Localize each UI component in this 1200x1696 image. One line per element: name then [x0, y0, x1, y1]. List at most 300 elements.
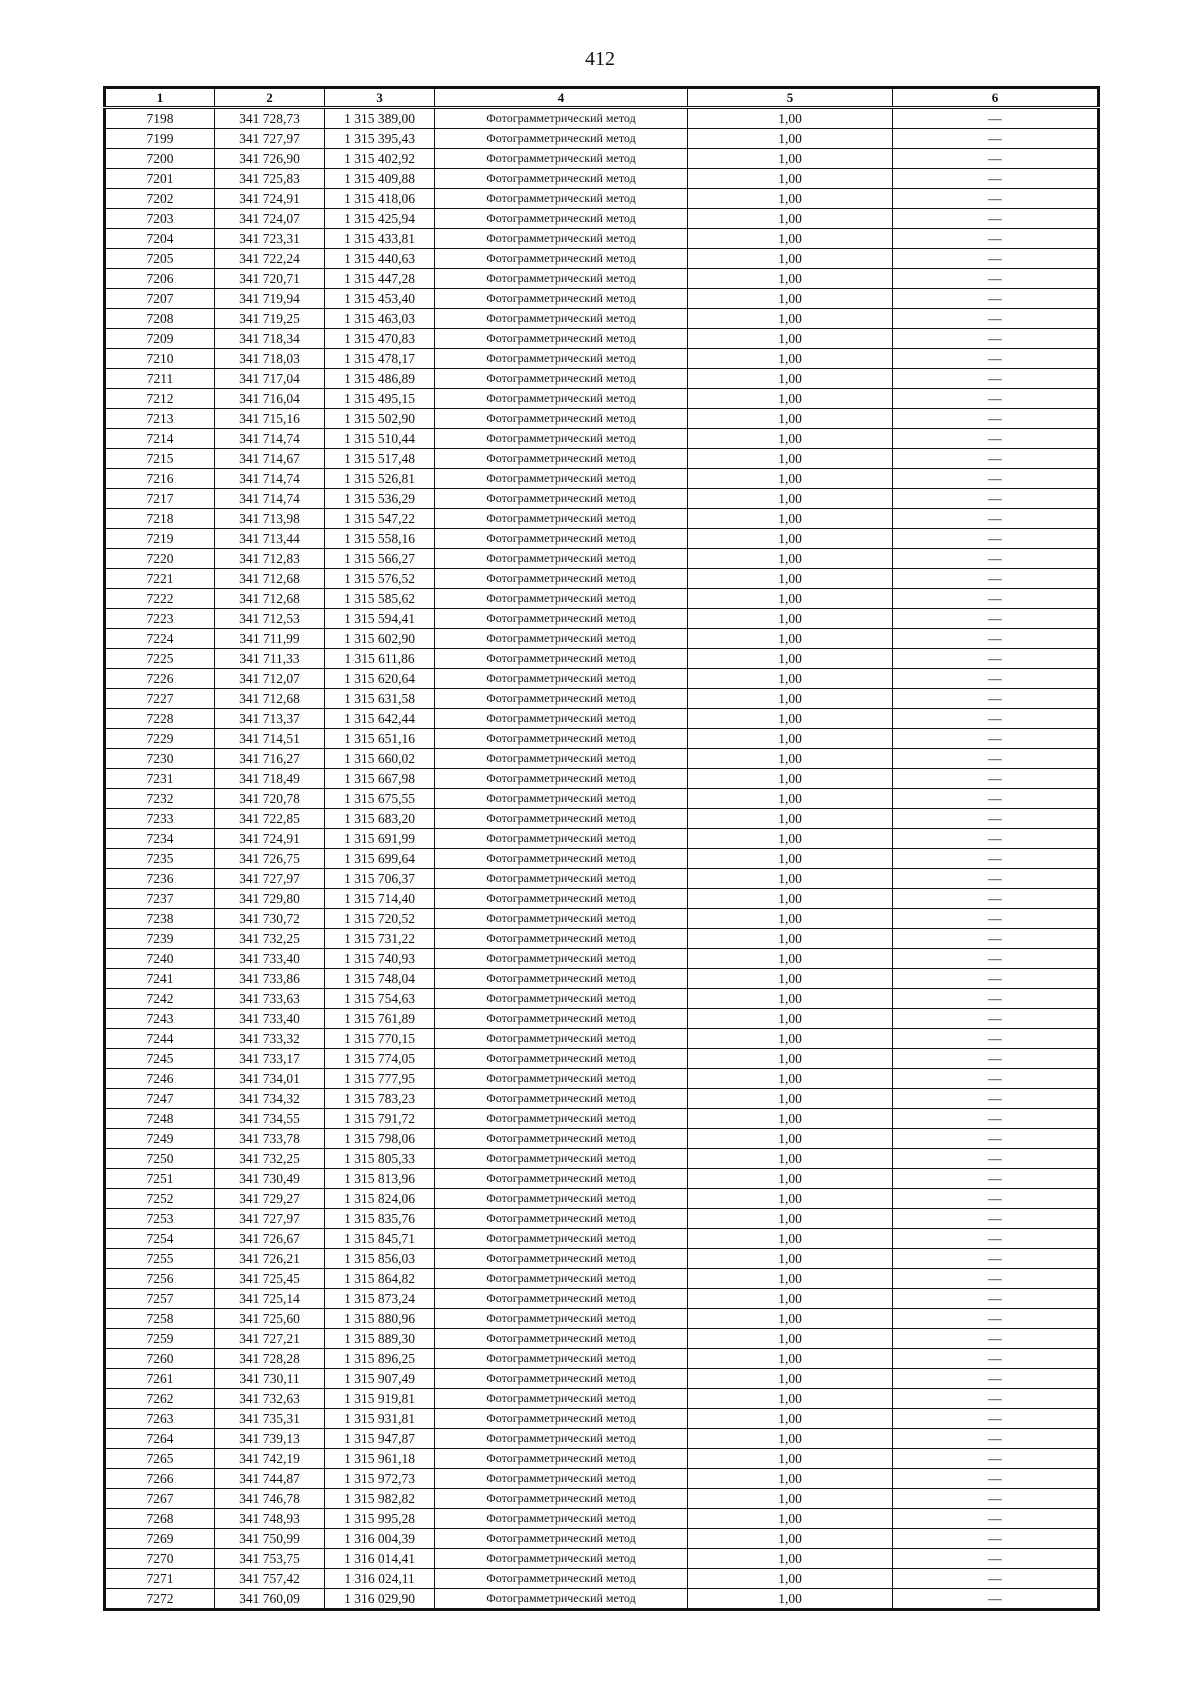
- y-coordinate-cell: 1 315 389,00: [325, 108, 435, 129]
- note-cell: —: [893, 889, 1099, 909]
- x-coordinate-cell: 341 713,98: [215, 509, 325, 529]
- point-number-cell: 7257: [105, 1289, 215, 1309]
- header-row: [105, 88, 1099, 108]
- table-row: [105, 1169, 1099, 1189]
- x-coordinate-cell: 341 722,85: [215, 809, 325, 829]
- table-row: [105, 1549, 1099, 1569]
- table-row: [105, 1269, 1099, 1289]
- x-coordinate-cell: 341 753,75: [215, 1549, 325, 1569]
- x-coordinate-cell: 341 716,04: [215, 389, 325, 409]
- x-coordinate-cell: 341 711,33: [215, 649, 325, 669]
- method-cell: Фотограмметрический метод: [435, 1509, 688, 1529]
- note-cell: —: [893, 1049, 1099, 1069]
- table-body: [105, 108, 1099, 1610]
- x-coordinate-cell: 341 732,25: [215, 1149, 325, 1169]
- accuracy-cell: 1,00: [688, 849, 893, 869]
- note-cell: —: [893, 909, 1099, 929]
- note-cell: —: [893, 489, 1099, 509]
- table-row: [105, 409, 1099, 429]
- x-coordinate-cell: 341 717,04: [215, 369, 325, 389]
- note-cell: —: [893, 1429, 1099, 1449]
- note-cell: —: [893, 469, 1099, 489]
- y-coordinate-cell: 1 316 024,11: [325, 1569, 435, 1589]
- accuracy-cell: 1,00: [688, 1189, 893, 1209]
- point-number-cell: 7222: [105, 589, 215, 609]
- note-cell: —: [893, 409, 1099, 429]
- accuracy-cell: 1,00: [688, 689, 893, 709]
- x-coordinate-cell: 341 746,78: [215, 1489, 325, 1509]
- y-coordinate-cell: 1 315 660,02: [325, 749, 435, 769]
- method-cell: Фотограмметрический метод: [435, 609, 688, 629]
- accuracy-cell: 1,00: [688, 749, 893, 769]
- column-header-2: 2: [215, 88, 325, 108]
- point-number-cell: 7220: [105, 549, 215, 569]
- accuracy-cell: 1,00: [688, 1289, 893, 1309]
- x-coordinate-cell: 341 719,25: [215, 309, 325, 329]
- note-cell: —: [893, 149, 1099, 169]
- method-cell: Фотограмметрический метод: [435, 1449, 688, 1469]
- note-cell: —: [893, 929, 1099, 949]
- table-row: [105, 629, 1099, 649]
- accuracy-cell: 1,00: [688, 1349, 893, 1369]
- x-coordinate-cell: 341 734,01: [215, 1069, 325, 1089]
- y-coordinate-cell: 1 315 720,52: [325, 909, 435, 929]
- method-cell: Фотограмметрический метод: [435, 829, 688, 849]
- table-row: [105, 1229, 1099, 1249]
- y-coordinate-cell: 1 315 835,76: [325, 1209, 435, 1229]
- table-row: [105, 429, 1099, 449]
- point-number-cell: 7238: [105, 909, 215, 929]
- method-cell: Фотограмметрический метод: [435, 1269, 688, 1289]
- note-cell: —: [893, 1349, 1099, 1369]
- table-row: [105, 189, 1099, 209]
- note-cell: —: [893, 169, 1099, 189]
- x-coordinate-cell: 341 718,03: [215, 349, 325, 369]
- point-number-cell: 7236: [105, 869, 215, 889]
- x-coordinate-cell: 341 712,68: [215, 689, 325, 709]
- note-cell: —: [893, 389, 1099, 409]
- note-cell: —: [893, 249, 1099, 269]
- note-cell: —: [893, 869, 1099, 889]
- x-coordinate-cell: 341 735,31: [215, 1409, 325, 1429]
- accuracy-cell: 1,00: [688, 1329, 893, 1349]
- method-cell: Фотограмметрический метод: [435, 649, 688, 669]
- method-cell: Фотограмметрический метод: [435, 949, 688, 969]
- note-cell: —: [893, 209, 1099, 229]
- x-coordinate-cell: 341 712,68: [215, 589, 325, 609]
- table-row: [105, 949, 1099, 969]
- x-coordinate-cell: 341 727,97: [215, 129, 325, 149]
- note-cell: —: [893, 1169, 1099, 1189]
- x-coordinate-cell: 341 719,94: [215, 289, 325, 309]
- y-coordinate-cell: 1 315 395,43: [325, 129, 435, 149]
- method-cell: Фотограмметрический метод: [435, 629, 688, 649]
- point-number-cell: 7254: [105, 1229, 215, 1249]
- point-number-cell: 7243: [105, 1009, 215, 1029]
- accuracy-cell: 1,00: [688, 789, 893, 809]
- point-number-cell: 7230: [105, 749, 215, 769]
- y-coordinate-cell: 1 316 014,41: [325, 1549, 435, 1569]
- note-cell: —: [893, 369, 1099, 389]
- note-cell: —: [893, 989, 1099, 1009]
- accuracy-cell: 1,00: [688, 709, 893, 729]
- x-coordinate-cell: 341 712,83: [215, 549, 325, 569]
- note-cell: —: [893, 129, 1099, 149]
- note-cell: —: [893, 569, 1099, 589]
- method-cell: Фотограмметрический метод: [435, 1529, 688, 1549]
- accuracy-cell: 1,00: [688, 149, 893, 169]
- accuracy-cell: 1,00: [688, 1009, 893, 1029]
- accuracy-cell: 1,00: [688, 549, 893, 569]
- x-coordinate-cell: 341 742,19: [215, 1449, 325, 1469]
- table-row: [105, 1069, 1099, 1089]
- point-number-cell: 7224: [105, 629, 215, 649]
- y-coordinate-cell: 1 315 683,20: [325, 809, 435, 829]
- point-number-cell: 7266: [105, 1469, 215, 1489]
- accuracy-cell: 1,00: [688, 349, 893, 369]
- method-cell: Фотограмметрический метод: [435, 469, 688, 489]
- method-cell: Фотограмметрический метод: [435, 769, 688, 789]
- point-number-cell: 7229: [105, 729, 215, 749]
- accuracy-cell: 1,00: [688, 1069, 893, 1089]
- method-cell: Фотограмметрический метод: [435, 169, 688, 189]
- method-cell: Фотограмметрический метод: [435, 429, 688, 449]
- note-cell: —: [893, 629, 1099, 649]
- point-number-cell: 7202: [105, 189, 215, 209]
- y-coordinate-cell: 1 315 642,44: [325, 709, 435, 729]
- point-number-cell: 7255: [105, 1249, 215, 1269]
- note-cell: —: [893, 1109, 1099, 1129]
- x-coordinate-cell: 341 712,07: [215, 669, 325, 689]
- point-number-cell: 7242: [105, 989, 215, 1009]
- point-number-cell: 7218: [105, 509, 215, 529]
- point-number-cell: 7263: [105, 1409, 215, 1429]
- note-cell: —: [893, 849, 1099, 869]
- y-coordinate-cell: 1 315 961,18: [325, 1449, 435, 1469]
- y-coordinate-cell: 1 315 526,81: [325, 469, 435, 489]
- method-cell: Фотограмметрический метод: [435, 129, 688, 149]
- y-coordinate-cell: 1 315 798,06: [325, 1129, 435, 1149]
- note-cell: —: [893, 1069, 1099, 1089]
- note-cell: —: [893, 1189, 1099, 1209]
- point-number-cell: 7200: [105, 149, 215, 169]
- table-row: [105, 1049, 1099, 1069]
- table-row: [105, 1469, 1099, 1489]
- table-row: [105, 989, 1099, 1009]
- note-cell: —: [893, 229, 1099, 249]
- method-cell: Фотограмметрический метод: [435, 689, 688, 709]
- y-coordinate-cell: 1 315 425,94: [325, 209, 435, 229]
- y-coordinate-cell: 1 315 813,96: [325, 1169, 435, 1189]
- accuracy-cell: 1,00: [688, 649, 893, 669]
- table-row: [105, 1329, 1099, 1349]
- note-cell: —: [893, 1129, 1099, 1149]
- note-cell: —: [893, 1249, 1099, 1269]
- y-coordinate-cell: 1 315 889,30: [325, 1329, 435, 1349]
- method-cell: Фотограмметрический метод: [435, 1369, 688, 1389]
- y-coordinate-cell: 1 315 805,33: [325, 1149, 435, 1169]
- y-coordinate-cell: 1 315 502,90: [325, 409, 435, 429]
- accuracy-cell: 1,00: [688, 809, 893, 829]
- method-cell: Фотограмметрический метод: [435, 409, 688, 429]
- note-cell: —: [893, 709, 1099, 729]
- method-cell: Фотограмметрический метод: [435, 389, 688, 409]
- y-coordinate-cell: 1 315 418,06: [325, 189, 435, 209]
- y-coordinate-cell: 1 315 558,16: [325, 529, 435, 549]
- point-number-cell: 7256: [105, 1269, 215, 1289]
- y-coordinate-cell: 1 315 982,82: [325, 1489, 435, 1509]
- x-coordinate-cell: 341 732,25: [215, 929, 325, 949]
- point-number-cell: 7265: [105, 1449, 215, 1469]
- x-coordinate-cell: 341 714,74: [215, 429, 325, 449]
- point-number-cell: 7258: [105, 1309, 215, 1329]
- method-cell: Фотограмметрический метод: [435, 749, 688, 769]
- x-coordinate-cell: 341 733,78: [215, 1129, 325, 1149]
- x-coordinate-cell: 341 716,27: [215, 749, 325, 769]
- table-row: [105, 1509, 1099, 1529]
- x-coordinate-cell: 341 725,14: [215, 1289, 325, 1309]
- point-number-cell: 7251: [105, 1169, 215, 1189]
- method-cell: Фотограмметрический метод: [435, 1429, 688, 1449]
- y-coordinate-cell: 1 315 774,05: [325, 1049, 435, 1069]
- method-cell: Фотограмметрический метод: [435, 249, 688, 269]
- note-cell: —: [893, 689, 1099, 709]
- x-coordinate-cell: 341 733,86: [215, 969, 325, 989]
- point-number-cell: 7219: [105, 529, 215, 549]
- y-coordinate-cell: 1 315 536,29: [325, 489, 435, 509]
- y-coordinate-cell: 1 315 777,95: [325, 1069, 435, 1089]
- point-number-cell: 7248: [105, 1109, 215, 1129]
- table-row: [105, 1409, 1099, 1429]
- method-cell: Фотограмметрический метод: [435, 289, 688, 309]
- note-cell: —: [893, 269, 1099, 289]
- x-coordinate-cell: 341 728,28: [215, 1349, 325, 1369]
- table-row: [105, 749, 1099, 769]
- point-number-cell: 7252: [105, 1189, 215, 1209]
- method-cell: Фотограмметрический метод: [435, 909, 688, 929]
- y-coordinate-cell: 1 315 402,92: [325, 149, 435, 169]
- x-coordinate-cell: 341 750,99: [215, 1529, 325, 1549]
- method-cell: Фотограмметрический метод: [435, 509, 688, 529]
- x-coordinate-cell: 341 760,09: [215, 1589, 325, 1610]
- note-cell: —: [893, 1369, 1099, 1389]
- x-coordinate-cell: 341 727,97: [215, 869, 325, 889]
- x-coordinate-cell: 341 724,91: [215, 189, 325, 209]
- table-row: [105, 1129, 1099, 1149]
- accuracy-cell: 1,00: [688, 1249, 893, 1269]
- x-coordinate-cell: 341 713,44: [215, 529, 325, 549]
- table-row: [105, 1589, 1099, 1610]
- x-coordinate-cell: 341 726,21: [215, 1249, 325, 1269]
- column-header-3: 3: [325, 88, 435, 108]
- point-number-cell: 7203: [105, 209, 215, 229]
- table-row: [105, 1149, 1099, 1169]
- accuracy-cell: 1,00: [688, 569, 893, 589]
- table-row: [105, 769, 1099, 789]
- y-coordinate-cell: 1 315 919,81: [325, 1389, 435, 1409]
- accuracy-cell: 1,00: [688, 1269, 893, 1289]
- note-cell: —: [893, 1489, 1099, 1509]
- accuracy-cell: 1,00: [688, 829, 893, 849]
- note-cell: —: [893, 309, 1099, 329]
- method-cell: Фотограмметрический метод: [435, 989, 688, 1009]
- x-coordinate-cell: 341 739,13: [215, 1429, 325, 1449]
- point-number-cell: 7226: [105, 669, 215, 689]
- table-row: [105, 909, 1099, 929]
- accuracy-cell: 1,00: [688, 1429, 893, 1449]
- x-coordinate-cell: 341 726,90: [215, 149, 325, 169]
- accuracy-cell: 1,00: [688, 1089, 893, 1109]
- accuracy-cell: 1,00: [688, 209, 893, 229]
- table-row: [105, 869, 1099, 889]
- accuracy-cell: 1,00: [688, 269, 893, 289]
- table-row: [105, 249, 1099, 269]
- table-row: [105, 129, 1099, 149]
- y-coordinate-cell: 1 315 947,87: [325, 1429, 435, 1449]
- point-number-cell: 7239: [105, 929, 215, 949]
- x-coordinate-cell: 341 730,11: [215, 1369, 325, 1389]
- method-cell: Фотограмметрический метод: [435, 329, 688, 349]
- point-number-cell: 7211: [105, 369, 215, 389]
- y-coordinate-cell: 1 315 907,49: [325, 1369, 435, 1389]
- method-cell: Фотограмметрический метод: [435, 269, 688, 289]
- point-number-cell: 7228: [105, 709, 215, 729]
- y-coordinate-cell: 1 315 706,37: [325, 869, 435, 889]
- method-cell: Фотограмметрический метод: [435, 569, 688, 589]
- accuracy-cell: 1,00: [688, 629, 893, 649]
- x-coordinate-cell: 341 733,63: [215, 989, 325, 1009]
- note-cell: —: [893, 289, 1099, 309]
- method-cell: Фотограмметрический метод: [435, 209, 688, 229]
- table-row: [105, 529, 1099, 549]
- y-coordinate-cell: 1 315 585,62: [325, 589, 435, 609]
- point-number-cell: 7213: [105, 409, 215, 429]
- y-coordinate-cell: 1 315 594,41: [325, 609, 435, 629]
- point-number-cell: 7216: [105, 469, 215, 489]
- table-row: [105, 209, 1099, 229]
- accuracy-cell: 1,00: [688, 1569, 893, 1589]
- point-number-cell: 7232: [105, 789, 215, 809]
- table-row: [105, 1489, 1099, 1509]
- y-coordinate-cell: 1 315 931,81: [325, 1409, 435, 1429]
- x-coordinate-cell: 341 725,60: [215, 1309, 325, 1329]
- note-cell: —: [893, 949, 1099, 969]
- accuracy-cell: 1,00: [688, 129, 893, 149]
- note-cell: —: [893, 1589, 1099, 1610]
- note-cell: —: [893, 729, 1099, 749]
- note-cell: —: [893, 1389, 1099, 1409]
- accuracy-cell: 1,00: [688, 1529, 893, 1549]
- x-coordinate-cell: 341 722,24: [215, 249, 325, 269]
- point-number-cell: 7214: [105, 429, 215, 449]
- method-cell: Фотограмметрический метод: [435, 449, 688, 469]
- accuracy-cell: 1,00: [688, 1029, 893, 1049]
- method-cell: Фотограмметрический метод: [435, 1069, 688, 1089]
- x-coordinate-cell: 341 718,49: [215, 769, 325, 789]
- note-cell: —: [893, 1309, 1099, 1329]
- accuracy-cell: 1,00: [688, 869, 893, 889]
- method-cell: Фотограмметрический метод: [435, 889, 688, 909]
- y-coordinate-cell: 1 315 440,63: [325, 249, 435, 269]
- table-row: [105, 1009, 1099, 1029]
- y-coordinate-cell: 1 315 731,22: [325, 929, 435, 949]
- accuracy-cell: 1,00: [688, 309, 893, 329]
- x-coordinate-cell: 341 720,71: [215, 269, 325, 289]
- accuracy-cell: 1,00: [688, 389, 893, 409]
- table-row: [105, 849, 1099, 869]
- x-coordinate-cell: 341 729,80: [215, 889, 325, 909]
- note-cell: —: [893, 1569, 1099, 1589]
- y-coordinate-cell: 1 315 880,96: [325, 1309, 435, 1329]
- y-coordinate-cell: 1 315 486,89: [325, 369, 435, 389]
- accuracy-cell: 1,00: [688, 489, 893, 509]
- table-row: [105, 349, 1099, 369]
- x-coordinate-cell: 341 733,32: [215, 1029, 325, 1049]
- table-row: [105, 1429, 1099, 1449]
- y-coordinate-cell: 1 316 029,90: [325, 1589, 435, 1610]
- method-cell: Фотограмметрический метод: [435, 349, 688, 369]
- x-coordinate-cell: 341 712,68: [215, 569, 325, 589]
- method-cell: Фотограмметрический метод: [435, 369, 688, 389]
- accuracy-cell: 1,00: [688, 909, 893, 929]
- accuracy-cell: 1,00: [688, 1389, 893, 1409]
- method-cell: Фотограмметрический метод: [435, 669, 688, 689]
- accuracy-cell: 1,00: [688, 889, 893, 909]
- point-number-cell: 7235: [105, 849, 215, 869]
- table-row: [105, 489, 1099, 509]
- accuracy-cell: 1,00: [688, 589, 893, 609]
- table-row: [105, 369, 1099, 389]
- note-cell: —: [893, 1509, 1099, 1529]
- method-cell: Фотограмметрический метод: [435, 1209, 688, 1229]
- method-cell: Фотограмметрический метод: [435, 1349, 688, 1369]
- y-coordinate-cell: 1 315 691,99: [325, 829, 435, 849]
- table-row: [105, 149, 1099, 169]
- method-cell: Фотограмметрический метод: [435, 1389, 688, 1409]
- note-cell: —: [893, 669, 1099, 689]
- y-coordinate-cell: 1 315 409,88: [325, 169, 435, 189]
- point-number-cell: 7237: [105, 889, 215, 909]
- table-row: [105, 889, 1099, 909]
- accuracy-cell: 1,00: [688, 929, 893, 949]
- y-coordinate-cell: 1 315 478,17: [325, 349, 435, 369]
- table-row: [105, 1389, 1099, 1409]
- x-coordinate-cell: 341 723,31: [215, 229, 325, 249]
- point-number-cell: 7241: [105, 969, 215, 989]
- point-number-cell: 7209: [105, 329, 215, 349]
- point-number-cell: 7272: [105, 1589, 215, 1610]
- note-cell: —: [893, 589, 1099, 609]
- x-coordinate-cell: 341 726,75: [215, 849, 325, 869]
- y-coordinate-cell: 1 315 864,82: [325, 1269, 435, 1289]
- x-coordinate-cell: 341 725,45: [215, 1269, 325, 1289]
- method-cell: Фотограмметрический метод: [435, 1089, 688, 1109]
- y-coordinate-cell: 1 315 714,40: [325, 889, 435, 909]
- method-cell: Фотограмметрический метод: [435, 1109, 688, 1129]
- x-coordinate-cell: 341 714,74: [215, 469, 325, 489]
- note-cell: —: [893, 789, 1099, 809]
- x-coordinate-cell: 341 730,72: [215, 909, 325, 929]
- x-coordinate-cell: 341 726,67: [215, 1229, 325, 1249]
- note-cell: —: [893, 1469, 1099, 1489]
- x-coordinate-cell: 341 730,49: [215, 1169, 325, 1189]
- point-number-cell: 7270: [105, 1549, 215, 1569]
- table-row: [105, 829, 1099, 849]
- x-coordinate-cell: 341 714,74: [215, 489, 325, 509]
- method-cell: Фотограмметрический метод: [435, 589, 688, 609]
- point-number-cell: 7225: [105, 649, 215, 669]
- accuracy-cell: 1,00: [688, 1549, 893, 1569]
